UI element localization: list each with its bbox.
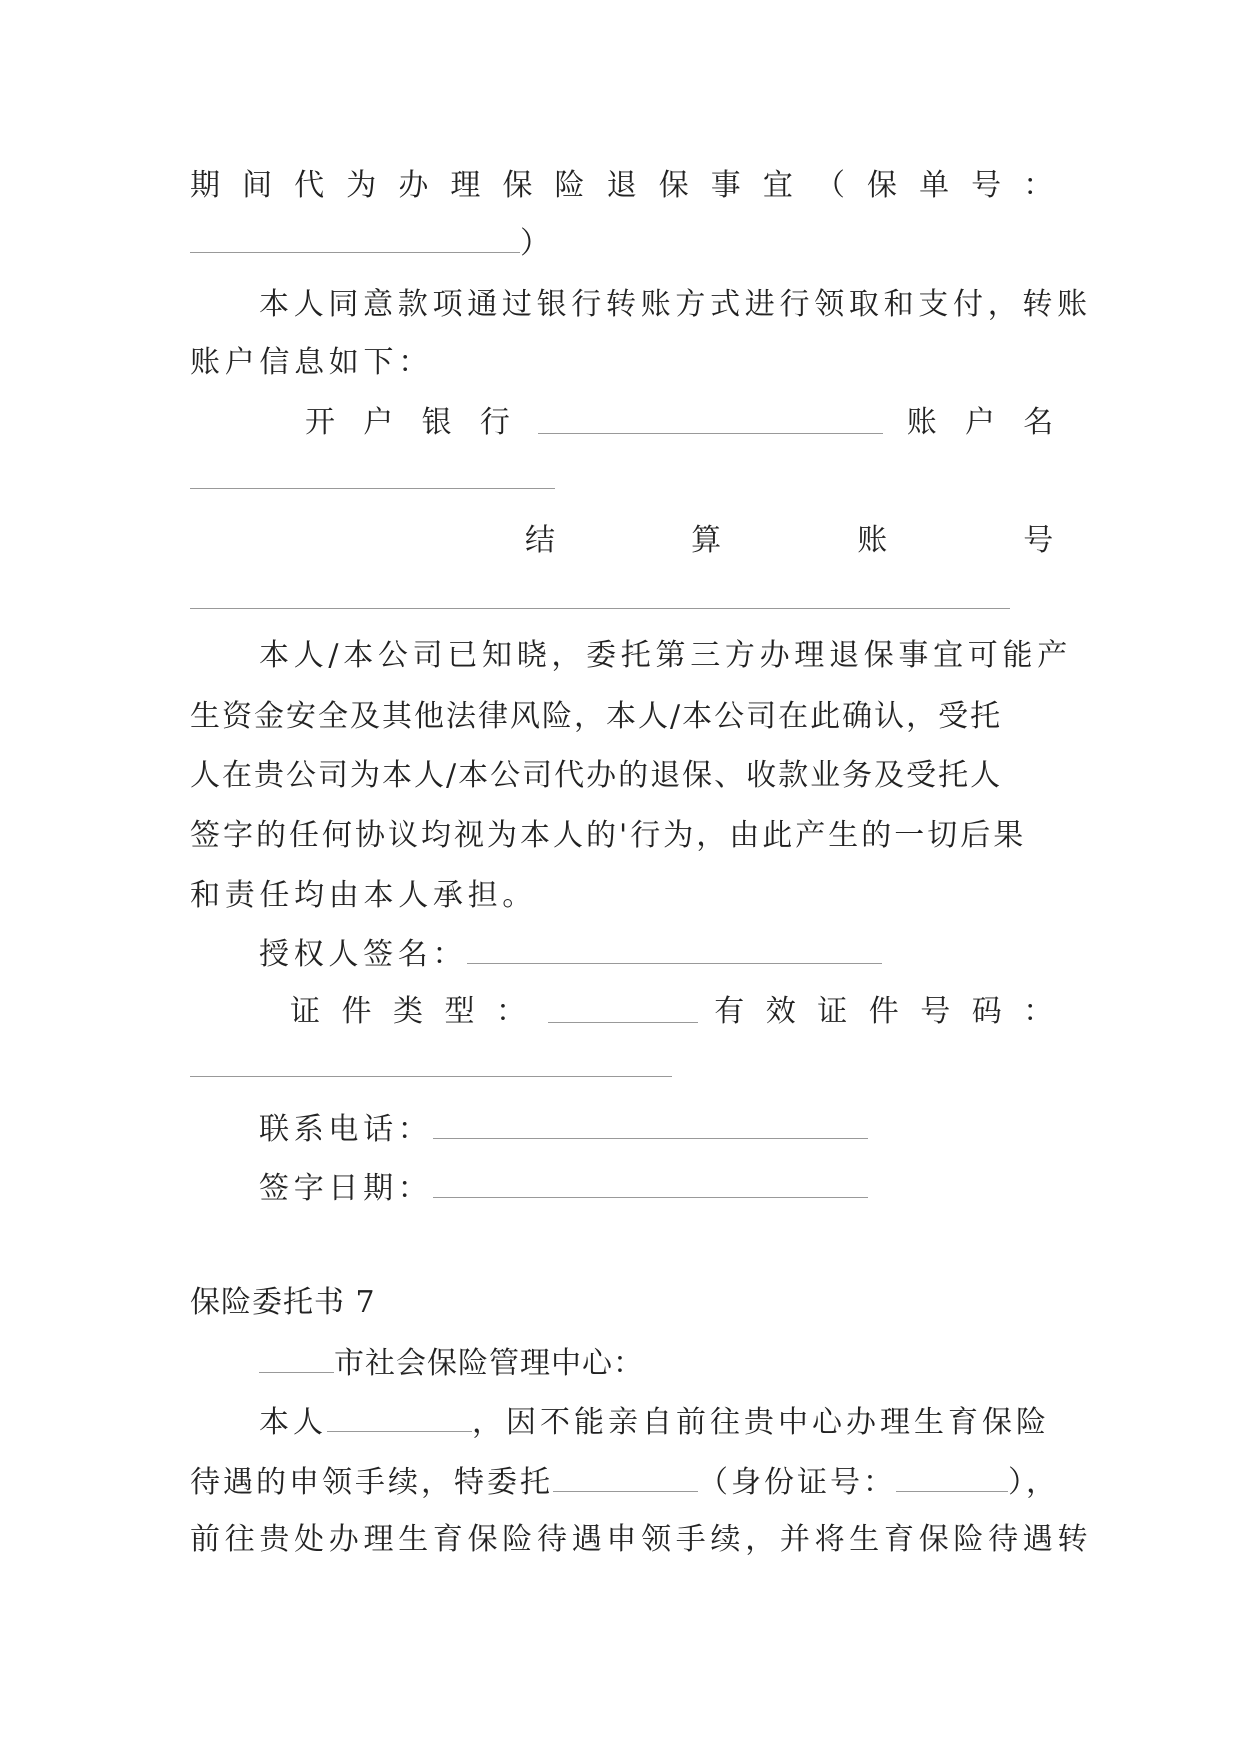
char: 事 <box>710 168 746 203</box>
char: 名 <box>1023 405 1058 440</box>
id-card-blank[interactable] <box>896 1461 1008 1492</box>
char: 间 <box>242 168 277 203</box>
agent-blank[interactable] <box>553 1461 698 1492</box>
account-name-line <box>190 458 1058 500</box>
settlement-account-blank[interactable] <box>190 578 1010 609</box>
char: 户 <box>363 405 398 440</box>
char: 行 <box>479 405 515 440</box>
paragraph-line <box>190 1401 1058 1443</box>
policy-number-line <box>190 222 1058 264</box>
char: ： <box>1023 994 1058 1029</box>
char: 保 <box>658 168 694 203</box>
char: 账 <box>906 405 942 440</box>
paragraph-line: 前往贵处办理生育保险待遇申领手续，并将生育保险待遇转 <box>190 1522 1093 1557</box>
id-type-blank[interactable] <box>548 992 698 1023</box>
char: 代 <box>294 168 329 203</box>
char: 件 <box>341 994 377 1029</box>
paragraph-line: 签字的任何协议均视为本人的'行为，由此产生的一切后果 <box>190 818 1027 853</box>
char: 算 <box>691 523 726 558</box>
paren: ） <box>520 226 555 261</box>
id-number-line <box>190 1046 1058 1088</box>
char: 宜 <box>762 168 798 203</box>
char: 证 <box>290 994 325 1029</box>
char: 险 <box>554 168 590 203</box>
date-label: 签字日期： <box>259 1171 433 1206</box>
addressee-text: 市社会保险管理中心： <box>334 1346 644 1381</box>
char: 办 <box>398 168 434 203</box>
paragraph-line: 生资金安全及其他法律风险，本人/本公司在此确认，受托 <box>190 699 1003 734</box>
text: 本人 <box>259 1405 327 1440</box>
text: ，因不能亲自前往贵中心办理生育保险 <box>472 1405 1050 1440</box>
char: 保 <box>502 168 538 203</box>
bank-line <box>190 403 1058 443</box>
section-title: 保险委托书 7 <box>190 1285 376 1320</box>
char: 户 <box>964 405 1000 440</box>
bank-blank[interactable] <box>538 403 883 434</box>
signature-label: 授权人签名： <box>259 937 468 972</box>
paragraph-line: 本人同意款项通过银行转账方式进行领取和支付，转账 <box>259 287 1092 322</box>
paragraph-line: 和责任均由本人承担。 <box>190 878 537 913</box>
char: 件 <box>868 994 904 1029</box>
char: 有 <box>714 994 749 1029</box>
date-line <box>190 1167 1058 1209</box>
char: 理 <box>450 168 486 203</box>
id-line <box>190 992 1058 1032</box>
paragraph-line: 账户信息如下： <box>190 345 433 380</box>
text: （身份证号： <box>698 1465 896 1500</box>
char: 为 <box>346 168 381 203</box>
phone-label: 联系电话： <box>259 1112 433 1147</box>
signature-line <box>190 933 1058 975</box>
char: 号 <box>971 168 1006 203</box>
char: 号 <box>920 994 955 1029</box>
char: 号 <box>1023 523 1058 558</box>
char: （ <box>814 168 850 203</box>
char: 银 <box>421 405 457 440</box>
text: ）， <box>1008 1465 1059 1500</box>
char: 账 <box>857 523 892 558</box>
settlement-account-line <box>190 578 1058 620</box>
addressee-line <box>190 1342 1058 1384</box>
char: ： <box>1023 168 1058 203</box>
phone-line <box>190 1108 1058 1150</box>
paragraph-line: 人在贵公司为本人/本公司代办的退保、收款业务及受托人 <box>190 758 1003 793</box>
char: 开 <box>305 405 340 440</box>
account-name-blank[interactable] <box>190 458 555 489</box>
name-blank[interactable] <box>327 1401 472 1432</box>
settlement-line <box>190 521 1058 561</box>
policy-number-blank[interactable] <box>190 222 520 253</box>
policy-line <box>190 166 1058 206</box>
char: ： <box>496 994 531 1029</box>
id-number-blank[interactable] <box>190 1046 672 1077</box>
char: 证 <box>817 994 852 1029</box>
char: 类 <box>393 994 428 1029</box>
char: 保 <box>867 168 902 203</box>
city-blank[interactable] <box>259 1342 334 1373</box>
char: 单 <box>919 168 954 203</box>
date-blank[interactable] <box>433 1167 868 1198</box>
text: 待遇的申领手续，特委托 <box>190 1465 553 1500</box>
paragraph-line: 本人/本公司已知晓，委托第三方办理退保事宜可能产 <box>259 638 1072 673</box>
signature-blank[interactable] <box>467 933 882 964</box>
char: 期 <box>190 168 225 203</box>
char: 结 <box>525 523 560 558</box>
phone-blank[interactable] <box>433 1108 868 1139</box>
char: 码 <box>971 994 1007 1029</box>
char: 型 <box>444 994 480 1029</box>
paragraph-line <box>190 1461 1058 1503</box>
char: 效 <box>765 994 801 1029</box>
char: 退 <box>606 168 642 203</box>
